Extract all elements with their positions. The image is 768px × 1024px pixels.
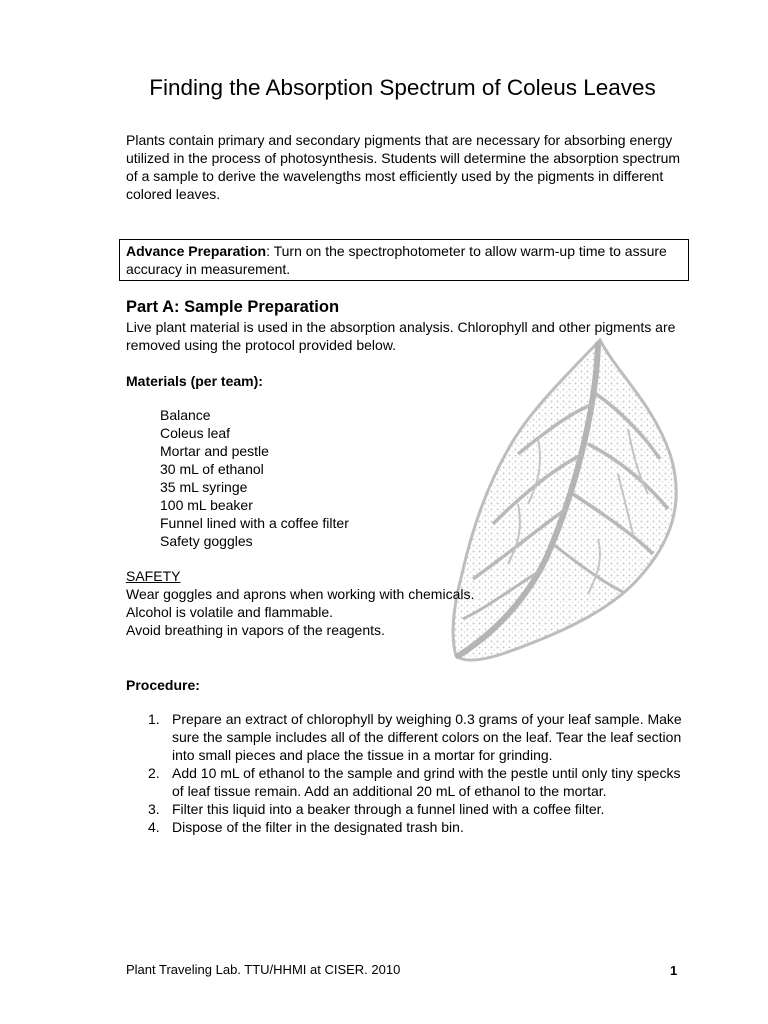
- list-item: Coleus leaf: [160, 425, 231, 441]
- list-item: Avoid breathing in vapors of the reagents.: [126, 622, 385, 638]
- part-a-intro: Live plant material is used in the absorption analysis. Chlorophyll and other pigments are removed using the protocol provided below.: [126, 319, 676, 353]
- step-number: 1.: [148, 711, 160, 727]
- leaf-skeleton-icon: [448, 334, 688, 666]
- step-number: 4.: [148, 819, 160, 835]
- list-item: 30 mL of ethanol: [160, 461, 264, 477]
- procedure-step: [148, 818, 688, 836]
- page-number: 1: [670, 963, 678, 978]
- procedure-step: [148, 800, 688, 818]
- list-item: Mortar and pestle: [160, 443, 269, 459]
- advance-preparation-text: : Turn on the spectrophotometer to allow warm-up time to assure accuracy in measurement.: [126, 243, 667, 277]
- list-item: Funnel lined with a coffee filter: [160, 515, 349, 531]
- procedure-list: [148, 710, 688, 836]
- step-text: Prepare an extract of chlorophyll by weighing 0.3 grams of your leaf sample. Make sure the sample includes all of the different colors on the leaf. Tear the leaf section into small pieces and place the tissue in a mortar for grinding.: [172, 711, 682, 763]
- list-item: 100 mL beaker: [160, 497, 253, 513]
- list-item: Alcohol is volatile and flammable.: [126, 604, 333, 620]
- list-item: 35 mL syringe: [160, 479, 248, 495]
- advance-preparation-box: [119, 239, 689, 281]
- advance-preparation-label: Advance Preparation: [126, 243, 267, 259]
- intro-paragraph: Plants contain primary and secondary pigments that are necessary for absorbing energy utilized in the process of photosynthesis. Students will determine the absorption spectrum of a sample to derive the wavelengths most efficiently used by the pigments in different colored leaves.: [126, 132, 681, 202]
- step-text: Add 10 mL of ethanol to the sample and grind with the pestle until only tiny specks of leaf tissue remain. Add an additional 20 mL of ethanol to the mortar.: [172, 765, 681, 799]
- list-item: Safety goggles: [160, 533, 253, 549]
- list-item: Wear goggles and aprons when working with chemicals.: [126, 586, 475, 602]
- procedure-step: [148, 764, 688, 800]
- page-footer: Plant Traveling Lab. TTU/HHMI at CISER. 2010: [126, 962, 401, 977]
- procedure-step: [148, 710, 688, 764]
- safety-list: [126, 585, 474, 639]
- page-title: Finding the Absorption Spectrum of Coleus Leaves: [149, 75, 656, 100]
- materials-heading: Materials (per team):: [126, 373, 263, 389]
- step-number: 2.: [148, 765, 160, 781]
- materials-list: [160, 406, 349, 550]
- list-item: Balance: [160, 407, 211, 423]
- step-text: Dispose of the filter in the designated trash bin.: [172, 819, 464, 835]
- procedure-heading: Procedure:: [126, 677, 200, 693]
- step-text: Filter this liquid into a beaker through a funnel lined with a coffee filter.: [172, 801, 605, 817]
- part-a-heading: Part A: Sample Preparation: [126, 298, 340, 316]
- safety-heading: SAFETY: [126, 568, 181, 584]
- step-number: 3.: [148, 801, 160, 817]
